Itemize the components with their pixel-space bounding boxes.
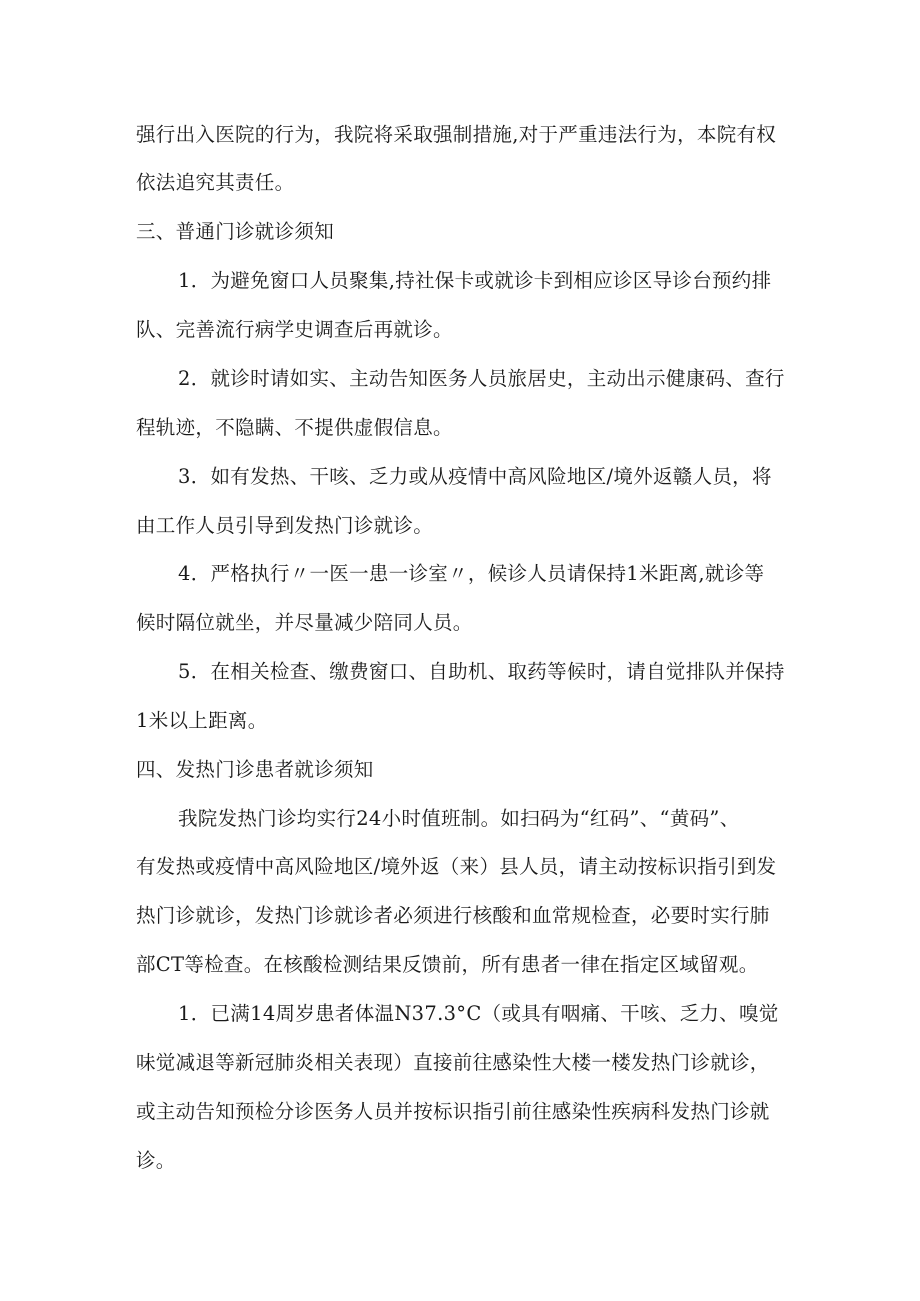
section-heading: 三、普通门诊就诊须知 bbox=[136, 220, 335, 243]
list-item-3: 3．如有发热、干咳、乏力或从疫情中高风险地区/境外返赣人员，将 bbox=[178, 465, 772, 488]
paragraph-line: 热门诊就诊，发热门诊就诊者必须进行核酸和血常规检查，必要时实行肺 bbox=[136, 904, 770, 927]
text-line: 或主动告知预检分诊医务人员并按标识指引前往感染性疾病科发热门诊就 bbox=[136, 1100, 770, 1123]
text-line: 味觉减退等新冠肺炎相关表现）直接前往感染性大楼一楼发热门诊就诊， bbox=[136, 1051, 770, 1074]
text-line: 程轨迹，不隐瞒、不提供虚假信息。 bbox=[136, 416, 453, 439]
text-line: 候时隔位就坐，并尽量减少陪同人员。 bbox=[136, 611, 473, 634]
list-item-4: 4．严格执行〃一医一患一诊室〃，候诊人员请保持1米距离,就诊等 bbox=[178, 562, 765, 585]
list-item-1: 1．已满14周岁患者体温N37.3°C（或具有咽痛、干咳、乏力、嗅觉 bbox=[178, 1002, 779, 1025]
text-line: 依法追究其责任。 bbox=[136, 171, 295, 194]
text-line: 由工作人员引导到发热门诊就诊。 bbox=[136, 514, 434, 537]
text-line: 队、完善流行病学史调查后再就诊。 bbox=[136, 318, 453, 341]
text-line: 1米以上距离。 bbox=[136, 709, 268, 732]
paragraph-line: 我院发热门诊均实行24小时值班制。如扫码为“红码”、“黄码”、 bbox=[178, 807, 740, 830]
list-item-2: 2．就诊时请如实、主动告知医务人员旅居史，主动出示健康码、查行 bbox=[178, 367, 785, 390]
list-item-1: 1．为避免窗口人员聚集,持社保卡或就诊卡到相应诊区导诊台预约排 bbox=[178, 269, 772, 292]
list-item-5: 5．在相关检查、缴费窗口、自助机、取药等候时，请自觉排队并保持 bbox=[178, 660, 785, 683]
section-heading: 四、发热门诊患者就诊须知 bbox=[136, 758, 374, 781]
paragraph-line: 部CT等检查。在核酸检测结果反馈前，所有患者一律在指定区域留观。 bbox=[136, 953, 759, 976]
text-line: 强行出入医院的行为，我院将采取强制措施,对于严重违法行为，本院有权 bbox=[136, 123, 777, 146]
text-line: 诊。 bbox=[136, 1149, 176, 1172]
paragraph-line: 有发热或疫情中高风险地区/境外返（来）县人员，请主动按标识指引到发 bbox=[136, 855, 777, 878]
